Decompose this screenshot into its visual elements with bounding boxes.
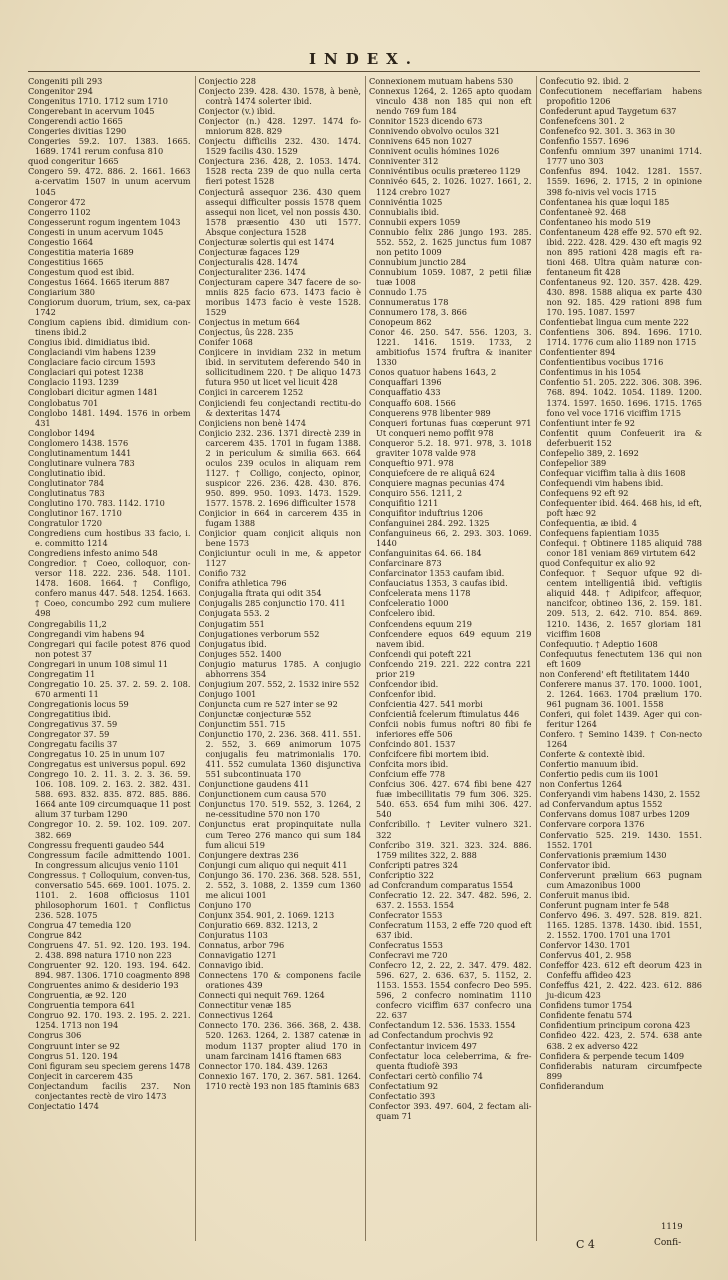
index-entry: Connatus, arbor 796: [198, 940, 285, 951]
index-entry: Confcendere equos 649 equum 219 navem ibid.: [369, 628, 532, 649]
index-entry: Congratulor 1720: [28, 518, 102, 529]
index-entry: Congero 59. 472. 886. 2. 1661. 1663 a-cervatim 1507 in unum acervum 1045: [28, 166, 191, 197]
index-entry: Connivendo obvolvo oculos 321: [369, 126, 501, 137]
index-entry: Confectantur invicem 497: [369, 1040, 478, 1051]
index-entry: Conjiciuntur oculi in me, & appetor 1127: [198, 548, 361, 569]
index-entry: Congruentia, æ 92. 120: [28, 990, 127, 1001]
index-entry: Confentaneum 428 effe 92. 570 eft 92. ibid. 222. 428. 429. 430 eft magis 92 non 895 rationi 428 magis eft ra-tioni 468. Ultra quàm naturæ con-fentaneum fit 428: [539, 226, 702, 277]
index-entry: Conglaciari qui potest 1238: [28, 367, 144, 378]
index-entry: Confcium effe 778: [369, 769, 446, 780]
index-entry: Confecutionem neceffariam habens propofitio 1206: [539, 86, 702, 107]
index-entry: Conjugio maturus 1785. A conjugio abhorrens 354: [198, 658, 361, 679]
index-entry: Confecutio 92. ibid. 2: [539, 76, 629, 86]
index-entry: Connivent oculis hómines 1026: [369, 146, 500, 157]
index-entry: Confcientia 427. 541 morbi: [369, 698, 483, 709]
index-entry: ad Confcrandum comparatus 1554: [369, 879, 514, 890]
index-entry: Connectivus 1264: [198, 1010, 274, 1021]
index-entry: Congregatitius ibid.: [28, 708, 111, 719]
index-entry: Confecrator 1553: [369, 909, 443, 920]
index-entry: Confidentium principum corona 423: [539, 1020, 691, 1031]
index-entry: Congrue 842: [28, 929, 82, 940]
index-entry: Confectari certò confilio 74: [369, 1070, 483, 1081]
index-entry: Conglobari dicitur agmen 1481: [28, 387, 159, 398]
index-entry: Conjectatio 1474: [28, 1100, 99, 1111]
header-rule: [28, 71, 700, 72]
index-entry: Confentaneo his modo 519: [539, 216, 651, 227]
index-entry: Conjunctim 551. 715: [198, 719, 286, 729]
index-entry: Congesti in unum acervum 1045: [28, 226, 164, 237]
index-entry: Confcius 306. 427. 674 fibi bene 427 fuæ imbecillitatis 79 fum 306. 325. 540. 653. 654 fum mihi 306. 427. 540: [369, 779, 532, 820]
index-entry: Confentiens 306. 894. 1696. 1710. 1714. 1776 cum alio 1189 non 1715: [539, 327, 702, 348]
index-entry: Conglutinamentum 1441: [28, 447, 132, 458]
index-entry: Conjecturæ solertis qui est 1474: [198, 236, 335, 247]
index-entry: Coni figuram seu speciem gerens 1478: [28, 1060, 191, 1071]
index-entry: Conglutinor 167. 1710: [28, 508, 122, 519]
index-entry: Conjugatus ibid.: [198, 638, 267, 649]
index-entry: Connumeratus 178: [369, 297, 449, 308]
index-entry: Conglacio 1193. 1239: [28, 377, 119, 388]
index-entry: Confidera & perpende tecum 1409: [539, 1050, 685, 1061]
index-entry: Confanguinitas 64. 66. 184: [369, 548, 482, 559]
index-entry: Confideo 422. 423, 2. 574. 638 ante 638. 2 ex adverso 422: [539, 1030, 702, 1051]
index-entry: Confequens fapientiam 1035: [539, 528, 660, 539]
index-entry: Connivéntia 1025: [369, 196, 443, 207]
index-entry: Connumero 178, 3. 866: [369, 307, 467, 318]
index-entry: Confentientibus vocibus 1716: [539, 357, 664, 368]
index-entry: Congregari qui facile potest 876 quod non potest 37: [28, 638, 191, 659]
page-title: INDEX.: [308, 50, 420, 68]
index-entry: Conjuratus 1103: [198, 929, 268, 940]
index-entry: Congregor 10. 2. 59. 102. 109. 207. 382. 669: [28, 819, 191, 840]
index-entry: Connectitur venæ 185: [198, 1000, 292, 1011]
index-entry: Congius ibid. dimidiatus ibid.: [28, 337, 151, 348]
index-entry: Conjugalis 285 conjunctio 170. 411: [198, 598, 346, 609]
index-entry: Congruentes animo & desiderio 193: [28, 980, 179, 991]
index-entry: Conjungo 36. 170. 236. 368. 528. 551, 2. 552, 3. 1088, 2. 1359 cum 1360 me alicui 1001: [198, 869, 361, 900]
index-entry: Confervationis præmium 1430: [539, 849, 667, 860]
index-entry: Conquiere magnas pecunias 474: [369, 477, 505, 488]
index-entry: Conjugalia ftrata qui odit 354: [198, 588, 322, 599]
index-entry: Conquaffo 608. 1566: [369, 397, 456, 408]
index-entry: Conjecto 239. 428. 430. 1578, à benè, contrà 1474 solerter ibid.: [198, 86, 361, 107]
index-entry: Congestio 1664: [28, 236, 94, 247]
index-entry: Confcendi qui poteft 221: [369, 648, 473, 659]
index-entry: Congregatio 10. 25. 37. 2. 59. 2. 108. 670 armenti 11: [28, 678, 191, 699]
index-entry: Congestum quod est ibid.: [28, 266, 135, 277]
index-entry: Connexionem mutuam habens 530: [369, 76, 514, 86]
index-entry: Conglutinatio ibid.: [28, 467, 106, 478]
index-entry: Confcribillo. † Leviter vulnero 321. 322: [369, 819, 532, 840]
index-entry: Conniventer 312: [369, 156, 439, 167]
index-entry: Connecti qui nequit 769. 1264: [198, 990, 325, 1001]
index-entry: Confcendor ibid.: [369, 678, 439, 689]
index-entry: Confequentia, æ ibid. 4: [539, 518, 637, 529]
index-entry: Connavigatio 1271: [198, 950, 277, 961]
index-entry: Conferyandi vim habens 1430, 2. 1552: [539, 789, 701, 800]
index-entry: Confcita mors ibid.: [369, 759, 449, 770]
index-entry: Conjugo 1001: [198, 688, 257, 699]
index-entry: Congestitius 1665: [28, 256, 104, 267]
index-entry: Connubii expers 1059: [369, 216, 461, 227]
index-entry: Congruenter 92. 120. 193. 194. 642. 894. 987. 1306. 1710 coagmento 898: [28, 960, 191, 981]
index-entry: Confecratum 1153, 2 effe 720 quod eft 637 ibid.: [369, 919, 532, 940]
index-entry: Conjecit in carcerem 435: [28, 1070, 134, 1081]
index-entry: Conjuges 552. 1400: [198, 648, 282, 659]
index-entry: Congerebant in acervum 1045: [28, 106, 155, 117]
index-entry: Congestus 1664. 1665 iterum 887: [28, 276, 170, 287]
index-entry: Conquiro 556. 1211, 2: [369, 487, 463, 498]
index-entry: Conifio 732: [198, 568, 247, 579]
index-entry: Conjectio 228: [198, 76, 257, 86]
index-entry: Congregatus est universus popul. 692: [28, 759, 186, 770]
index-entry: Confervo 496. 3. 497. 528. 819. 821. 1165. 1285. 1378. 1430. ibid. 1551, 2. 1552. 1700. 1701 una 1701: [539, 909, 702, 940]
index-entry: quod Confequitur ex alio 92: [539, 558, 656, 569]
index-entry: Congregationis locus 59: [28, 698, 129, 709]
index-entry: Confecro 12, 2. 22, 2. 347. 479. 482. 596. 627, 2. 636. 637, 5. 1152, 2. 1153. 1553. 1554 confecro Deo 595. 596, 2 confecro nominatim 1110 confecro viciffim 637 confecro una 22. 637: [369, 960, 532, 1021]
index-entry: Congeries divitias 1290: [28, 126, 127, 137]
index-entry: Conquaffatio 433: [369, 387, 441, 398]
index-column-4: [536, 76, 703, 1241]
index-entry: Connubialis ibid.: [369, 206, 440, 217]
index-entry: Confcribo 319. 321. 323. 324. 886. 1759 milites 322, 2. 888: [369, 839, 532, 860]
index-entry: ad Confectandum prochvis 92: [369, 1030, 494, 1041]
index-entry: Congestitia materia 1689: [28, 246, 134, 257]
index-entry: Congerro 1102: [28, 206, 91, 217]
index-entry: Connector 170. 184. 439. 1263: [198, 1060, 328, 1071]
index-entry: Connubio felix 286 jungo 193. 285. 552. 552, 2. 1625 junctus fum 1087 non petito 1009: [369, 226, 532, 257]
index-entry: Confequi. † Obtinere 1185 aliquid 788 conor 181 veniam 869 virtutem 642: [539, 538, 702, 559]
index-entry: Confequar viciffim talia à diis 1608: [539, 467, 686, 478]
index-entry: Connivéo 645, 2. 1026. 1027. 1661, 2. 1124 crebro 1027: [369, 176, 532, 197]
index-entry: Confectatium 92: [369, 1080, 439, 1091]
catchword: Confi-: [654, 1238, 682, 1248]
index-entry: Confepelior 389: [539, 457, 607, 468]
index-entry: Confenfio 1557. 1696: [539, 136, 629, 147]
index-entry: Congregandi vim habens 94: [28, 628, 145, 639]
index-entry: Confenfus 894. 1042. 1281. 1557. 1559. 1696, 2. 1715, 2 in opinione 398 fo-nivis vel vocis 1715: [539, 166, 702, 197]
index-entry: Conopeum 862: [369, 317, 432, 328]
index-entry: Conjectu difficilis 232. 430. 1474. 1529 facilis 430. 1529: [198, 136, 361, 157]
index-entry: Confeffus 421, 2. 422. 423. 612. 886 ju-dicum 423: [539, 980, 702, 1001]
index-entry: Connitor 1523 dicendo 673: [369, 116, 483, 127]
index-entry: Confervare corpora 1376: [539, 819, 645, 830]
index-entry: Congeries 59.2. 107. 1383. 1665. 1689. 1741 rerum confusa 810: [28, 136, 191, 157]
index-entry: quod congeritur 1665: [28, 156, 119, 167]
index-entry: Confarcinator 1353 caufam ibid.: [369, 568, 505, 579]
index-entry: Confentiunt inter fe 92: [539, 417, 635, 428]
index-entry: Conjecturam capere 347 facere de so-mniis 825 facio 673. 1473 facio è moribus 1473 facio è veste 1528. 1529: [198, 276, 361, 318]
signature-mark: C 4: [576, 1238, 595, 1251]
index-entry: Conferunt pugnam inter fe 548: [539, 899, 670, 910]
index-entry: Conjectandum facilis 237. Non conjectantes rectè de viro 1473: [28, 1080, 191, 1101]
index-entry: Congressu frequenti gaudeo 544: [28, 839, 165, 850]
index-entry: Confcelero ibid.: [369, 608, 436, 619]
index-entry: Conjector (v.) ibid.: [198, 106, 276, 117]
index-entry: Conjector (n.) 428. 1297. 1474 fo-mniorum 828. 829: [198, 116, 361, 137]
index-entry: Connubium junctio 284: [369, 256, 467, 267]
index-entry: Confcindo 801. 1537: [369, 739, 456, 750]
index-entry: Confenefco 92. 301. 3. 363 in 30: [539, 126, 676, 137]
index-entry: Congredior. † Coeo, colloquor, con-versor 118. 222. 236. 548. 1101. 1478. 1608. 1664. † Confligo, confero manus 447. 548. 1254. 1663. † Coeo, concumbo 292 cum muliere 498: [28, 558, 191, 619]
index-entry: Confarcinare 873: [369, 558, 442, 569]
index-entry: Conqueror 5.2. 18. 971. 978, 3. 1018 graviter 1078 valde 978: [369, 437, 532, 458]
index-entry: Confecratio 12. 22. 347. 482. 596, 2. 637. 2. 1553. 1554: [369, 889, 532, 910]
index-entry: Conquaffari 1396: [369, 377, 442, 388]
index-entry: Confervatio 525. 219. 1430. 1551. 1552. 1701: [539, 829, 702, 850]
index-entry: Confero. † Semino 1439. † Con-necto 1264: [539, 729, 702, 750]
index-entry: Congrediens cum hostibus 33 facio, i. e. committo 1214: [28, 528, 191, 549]
index-entry: Connectens 170 & componens facile orationes 439: [198, 970, 361, 991]
index-entry: Conjunctus erat propinquitate nulla cum Tereo 276 manco qui sum 184 fum alicui 519: [198, 819, 361, 850]
index-entry: Confervus 401, 2. 958: [539, 950, 632, 961]
index-entry: Confectatio 393: [369, 1090, 436, 1101]
index-entry: Congregatim 11: [28, 668, 96, 679]
index-entry: Congrego 10. 2. 11. 3. 2. 3. 36. 59. 106. 108. 109. 2. 163. 2. 382. 431. 588. 693. 832. 835. 872. 885. 886. 1664 ante 109 circumquaque 11 post alium 37 turbam 1290: [28, 769, 191, 820]
index-entry: Confequens 92 eft 92: [539, 487, 629, 498]
index-entry: Conjecturalis 428. 1474: [198, 256, 299, 267]
index-entry: Congesserunt rogum ingentem 1043: [28, 216, 181, 227]
index-entry: Congrediens infesto animo 548: [28, 548, 158, 559]
index-entry: Confecravi me 720: [369, 950, 448, 961]
index-entry: Confequutio. † Adeptio 1608: [539, 638, 658, 649]
index-entry: Conjectura 236. 428, 2. 1053. 1474. 1528 recta 239 de quo nulla certa fieri potest 1528: [198, 156, 361, 187]
index-entry: Congregatu facilis 37: [28, 739, 118, 750]
index-entry: Confanguineus 66, 2. 293. 303. 1069. 1440: [369, 528, 532, 549]
index-entry: Conqueftio 971. 978: [369, 457, 454, 468]
index-entry: Confertio manuum ibid.: [539, 759, 639, 770]
index-entry: Confequenter ibid. 464. 468 his, id eft, poft hæc 92: [539, 497, 702, 519]
index-entry: Conglobo 1481. 1494. 1576 in orbem 431: [28, 407, 191, 428]
index-entry: Congruo 92. 170. 193. 2. 195. 2. 221. 1254. 1713 non 194: [28, 1010, 191, 1031]
index-entry: Confecratus 1553: [369, 940, 443, 951]
index-entry: Connivéntibus oculis prætereo 1129: [369, 166, 521, 177]
index-entry: Conjectus, ûs 228. 235: [198, 327, 294, 338]
index-entry: Confeffor 423. 612 eft deorum 423 in Confeffu affideo 423: [539, 960, 702, 981]
index-entry: Confentaneè 92. 468: [539, 206, 627, 217]
index-entry: Confcii nobis fumus noftri 80 fibi fe inferiores effe 506: [369, 719, 532, 740]
index-entry: Conjecturâ assequor 236. 430 quem assequi difficulter possis 1578 quem assequi non licet, vel non possis 430. 1578 præsentio 430 uti 1577. Absque conjectura 1528: [198, 186, 361, 237]
index-entry: Conjunx 354. 901, 2. 1069. 1213: [198, 909, 335, 920]
index-entry: Confauciatus 1353, 3 caufas ibid.: [369, 578, 508, 589]
index-entry: Confentimus in his 1054: [539, 367, 641, 378]
index-entry: Confector 393. 497. 604, 2 fectam ali-quam 71: [369, 1100, 532, 1121]
index-entry: Connivens 645 non 1027: [369, 136, 473, 147]
index-entry: Conjuratio 669. 832. 1213, 2: [198, 919, 318, 930]
index-entry: Conjicio 232. 236. 1371 directè 239 in carcerem 435. 1701 in fugam 1388. 2 in periculum & similia 663. 664 oculos 239 oculos in aliquam rem 1127. † Colligo, conjecto, opinor, suspicor 226. 236. 428. 430. 876. 950. 899. 950. 1093. 1473. 1529. 1577. 1578. 2. 1696 difficulter 1578: [198, 427, 361, 508]
index-entry: Congregator 37. 59: [28, 729, 110, 740]
index-entry: Congiarium 380: [28, 286, 96, 297]
index-entry: Conjiciens non benè 1474: [198, 417, 306, 428]
index-entry: Conjicior in 664 in carcerem 435 in fugam 1388: [198, 508, 361, 529]
index-entry: Congerendi actio 1665: [28, 116, 123, 127]
index-entry: Conglaciare facio circum 1593: [28, 357, 156, 368]
index-entry: Congregabilis 11,2: [28, 618, 107, 629]
index-entry: non Confertus 1264: [539, 779, 623, 790]
index-entry: Conglutinator 784: [28, 477, 105, 488]
index-entry: Congrus 306: [28, 1030, 82, 1041]
index-entry: Conglutinare vulnera 783: [28, 457, 135, 468]
index-entry: Conqueri fortunas fuas cœperunt 971 Ut conqueri nemo poffit 978: [369, 417, 532, 438]
index-entry: Conjicior quam conjicit aliquis non bene 1573: [198, 528, 361, 549]
index-entry: Congiorum duorum, trium, sex, ca-pax 1742: [28, 297, 191, 318]
index-entry: non Conferend' eft ftetilitatem 1440: [539, 668, 690, 679]
index-entry: Confentienter 894: [539, 347, 616, 358]
index-entry: Confervator ibid.: [539, 859, 611, 870]
index-entry: Confcendo 219. 221. 222 contra 221 prior 219: [369, 658, 532, 679]
index-entry: Congressum facile admittendo 1001. In congressum alicujus venio 1101: [28, 849, 191, 870]
index-column-1: [28, 76, 191, 1241]
index-entry: Congruunt inter se 92: [28, 1040, 120, 1051]
index-entry: Confcelerata mens 1178: [369, 588, 471, 599]
index-entry: Confequendi vim habens ibid.: [539, 477, 664, 488]
index-entry: Congeniti pili 293: [28, 76, 103, 86]
index-entry: Conquiefcere de re aliquâ 624: [369, 467, 496, 478]
index-entry: Congressus. † Colloquium, conven-tus, conversatio 545. 669. 1001. 1075. 2. 1101. 2. 1608 officiosus 1101 philosophorum 1601. † Conflictus 236. 528. 1075: [28, 869, 191, 920]
index-entry: Conjungere dextras 236: [198, 849, 299, 860]
index-entry: Conjugationes verborum 552: [198, 628, 320, 639]
index-entry: Confcriptio 322: [369, 869, 434, 880]
index-entry: Congeror 472: [28, 196, 86, 207]
index-entry: Conferuit manus ibid.: [539, 889, 630, 900]
index-entry: Congregativus 37. 59: [28, 719, 118, 729]
index-entry: Conquifitor induftrius 1206: [369, 508, 483, 519]
index-entry: Conos quatuor habens 1643, 2: [369, 367, 497, 378]
index-entry: Conjici in carcerem 1252: [198, 387, 304, 398]
index-entry: Confcenfor ibid.: [369, 688, 436, 699]
index-entry: Conferverunt prælium 663 pugnam cum Amazonibus 1000: [539, 869, 702, 890]
index-columns: [28, 76, 702, 1241]
index-entry: Conglobor 1494: [28, 427, 95, 438]
index-entry: Confcendens equum 219: [369, 618, 472, 629]
index-entry: Conglaciandi vim habens 1239: [28, 347, 156, 358]
index-entry: Conferi, qui folet 1439. Ager qui con-feritur 1264: [539, 708, 702, 729]
index-entry: Conjunctio 170, 2. 236. 368. 411. 551. 2. 552, 3. 669 animorum 1075 conjugalis feu matrimonialis 170. 411. 552 cumulata 1360 disjunctiva 551 subcontinuata 170: [198, 729, 361, 780]
index-entry: Confentanea his quæ loqui 185: [539, 196, 670, 207]
index-entry: Conglomero 1438. 1576: [28, 437, 129, 448]
index-entry: Congenitor 294: [28, 86, 93, 97]
index-entry: Confenfu omnium 397 unanimi 1714. 1777 uno 303: [539, 146, 702, 167]
index-entry: Confenefcens 301. 2: [539, 116, 625, 127]
index-entry: Congrus 51. 120. 194: [28, 1050, 118, 1061]
index-entry: Connecto 170. 236. 366. 368, 2. 438. 520. 1263. 1264, 2. 1387 catenæ in modum 1137 propter aliud 170 in unam farcinam 1416 ftamen 683: [198, 1020, 361, 1061]
index-entry: Confentit quum Confeuerit ira & deferbuerit 152: [539, 427, 702, 448]
index-entry: Congruens 47. 51. 92. 120. 193. 194. 2. 438. 898 natura 1710 non 223: [28, 940, 191, 961]
index-entry: Confervans domus 1087 urbes 1209: [539, 809, 690, 820]
index-entry: Confidente fenatu 574: [539, 1010, 633, 1021]
index-entry: Connexus 1264, 2. 1265 apto quodam vinculo 438 non 185 qui non eft nendo 769 fum 184: [369, 86, 532, 117]
index-entry: Conjiciendi feu conjectandi rectitu-do & dexteritas 1474: [198, 397, 361, 418]
index-entry: Conjunctionem cum causa 570: [198, 789, 327, 800]
index-entry: Congium capiens ibid. dimidium con-tinens ibid.2: [28, 317, 191, 338]
index-entry: Conglutinatus 783: [28, 487, 105, 498]
index-entry: Confidens tumor 1754: [539, 1000, 633, 1011]
index-entry: Conjecturæ fagaces 129: [198, 246, 300, 257]
index-entry: Conjecturaliter 236. 1474: [198, 266, 306, 277]
index-entry: Confentiebat lingua cum mente 222: [539, 317, 689, 328]
index-entry: Conferte & contextè ibid.: [539, 749, 645, 760]
index-entry: Connavigo ibid.: [198, 960, 264, 971]
index-entry: Confanguinei 284. 292. 1325: [369, 518, 490, 529]
index-entry: Confcripti patres 324: [369, 859, 458, 870]
index-entry: Conifer 1068: [198, 337, 253, 348]
index-entry: Congregatus 10. 25 in unum 107: [28, 749, 165, 760]
index-entry: Confiderandum: [539, 1080, 604, 1091]
index-entry: Conjungi cum aliquo qui nequit 411: [198, 859, 348, 870]
index-entry: Confentio 51. 205. 222. 306. 308. 396. 768. 894. 1042. 1054. 1189. 1200. 1374. 1597. 1650. 1696. 1715. 1765 fono vel voce 1716 viciffim 1715: [539, 377, 702, 418]
index-entry: Conjicere in invidiam 232 in metum ibid. in servitutem deferendo 540 in sollicitudinem 220. † De aliquo 1473 futura 950 ut licet vel licuit 428: [198, 347, 361, 388]
index-entry: Conjunctus 170. 519. 552, 3. 1264, 2 ne-cessitudine 570 non 170: [198, 799, 361, 820]
index-entry: Conjugata 553. 2: [198, 608, 270, 619]
index-entry: Confceleratio 1000: [369, 598, 449, 609]
index-entry: Congregari in unum 108 simul 11: [28, 658, 169, 669]
index-entry: Congrua 47 temedia 120: [28, 919, 132, 930]
index-entry: Conjugatim 551: [198, 618, 265, 629]
index-entry: Connudo 1.75: [369, 286, 428, 297]
index-entry: ad Confervandum aptus 1552: [539, 799, 663, 810]
index-entry: Conquerens 978 libenter 989: [369, 407, 491, 418]
index-entry: Conjuncta cum re 527 inter se 92: [198, 698, 338, 709]
index-entry: Confervor 1430. 1701: [539, 940, 631, 951]
index-entry: Conjuno 170: [198, 899, 252, 910]
index-entry: Conifra athletica 796: [198, 578, 287, 589]
index-entry: Confectatur loca celeberrima, & fre-quenta ftudiofè 393: [369, 1050, 532, 1071]
index-entry: Conjectus in metum 664: [198, 317, 300, 328]
page-number: 1119: [661, 1222, 683, 1232]
index-entry: Conor 46. 250. 547. 556. 1203, 3. 1221. 1416. 1519. 1733, 2 ambitiofus 1574 fruftra & inaniter 1330: [369, 327, 532, 368]
index-entry: Conjunctione gaudens 411: [198, 779, 310, 790]
index-entry: Confcientiâ fcelerum ftimulatus 446: [369, 708, 520, 719]
index-entry: Conferere manus 37. 170. 1000. 1001, 2. 1264. 1663. 1704 prælium 170. 961 pugnam 36. 1001. 1558: [539, 678, 702, 709]
index-entry: Confentaneus 92. 120. 357. 428. 429. 430. 898. 1588 aliqua ex parte 430 non 92. 185. 429 rationi 898 fum 170. 195. 1087. 1597: [539, 276, 702, 318]
index-entry: Confertio pedis cum iis 1001: [539, 769, 660, 780]
index-entry: Confepelio 389, 2. 1692: [539, 447, 639, 458]
index-entry: Conglutino 170. 783. 1142. 1710: [28, 497, 165, 508]
index-entry: Confcifcere fibi mortem ibid.: [369, 749, 489, 760]
index-entry: Conjugium 207. 552, 2. 1532 inire 552: [198, 678, 360, 689]
index-entry: Connexio 167. 170, 2. 367. 581. 1264. 1710 rectè 193 non 185 ftaminis 683: [198, 1070, 361, 1091]
index-entry: Confequutus fenectutem 136 qui non eft 1609: [539, 648, 702, 669]
index-entry: Congenitus 1710. 1712 sum 1710: [28, 96, 168, 107]
index-entry: Confectandum 12. 536. 1533. 1554: [369, 1020, 516, 1031]
index-entry: Congruentia tempora 641: [28, 1000, 136, 1011]
index-entry: Conjunctæ conjecturæ 552: [198, 708, 312, 719]
index-entry: Connubium 1059. 1087, 2 petii filiæ tuæ 1008: [369, 266, 532, 287]
index-entry: Conquifitio 1211: [369, 497, 439, 508]
index-entry: Confequor. † Sequor ufque 92 di-centem intelligentiâ ibid. veftigiis aliquid 448. † Adipifcor, affequor, nancifcor, obtineo 136, 2. 159. 181. 209. 513, 2. 642. 710. 854. 869. 1210. 1436, 2. 1657 gloriam 181 viciffim 1608: [539, 568, 702, 639]
index-column-3: [365, 76, 532, 1241]
index-column-2: [195, 76, 362, 1241]
index-entry: Confiderabis naturam circumfpecte 899: [539, 1060, 702, 1081]
index-entry: Confederunt apud Taygetum 637: [539, 106, 677, 117]
index-entry: Conglobatus 701: [28, 397, 99, 408]
